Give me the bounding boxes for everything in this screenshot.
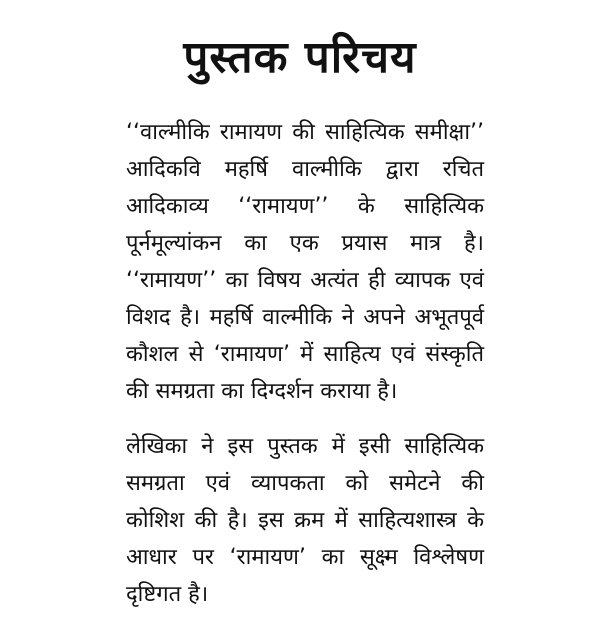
paragraph-line: समग्रता एवं व्यापकता को समेटने की — [126, 471, 484, 496]
paragraph-line: कौशल से ‘रामायण’ में साहित्य एवं संस्कृति — [126, 342, 484, 367]
page-title: पुस्तक परिचय — [183, 32, 417, 83]
paragraph-line: आदिकाव्य ‘‘रामायण’’ के साहित्यिक — [126, 194, 484, 219]
paragraph-line: विशद है। महर्षि वाल्मीकि ने अपने अभूतपूर्व — [126, 305, 484, 330]
paragraph-line: कोशिश की है। इस क्रम में साहित्यशास्त्र के — [126, 508, 484, 533]
paragraph-line: ‘‘रामायण’’ का विषय अत्यंत ही व्यापक एवं — [126, 268, 484, 293]
paragraph-2 — [126, 428, 484, 613]
paragraph-line: आधार पर ‘रामायण’ का सूक्ष्म विश्लेषण — [126, 545, 484, 570]
paragraph-line: दृष्टिगत है। — [126, 582, 209, 607]
paragraph-line: की समग्रता का दिग्दर्शन कराया है। — [126, 379, 398, 404]
paragraph-1 — [126, 114, 484, 410]
paragraph-line: आदिकवि महर्षि वाल्मीकि द्वारा रचित — [126, 157, 484, 182]
paragraph-line: पूर्नमूल्यांकन का एक प्रयास मात्र है। — [126, 231, 484, 256]
paragraph-line: लेखिका ने इस पुस्तक में इसी साहित्यिक — [126, 434, 484, 459]
paragraph-line: ‘‘वाल्मीकि रामायण की साहित्यिक समीक्षा’’ — [126, 120, 484, 145]
